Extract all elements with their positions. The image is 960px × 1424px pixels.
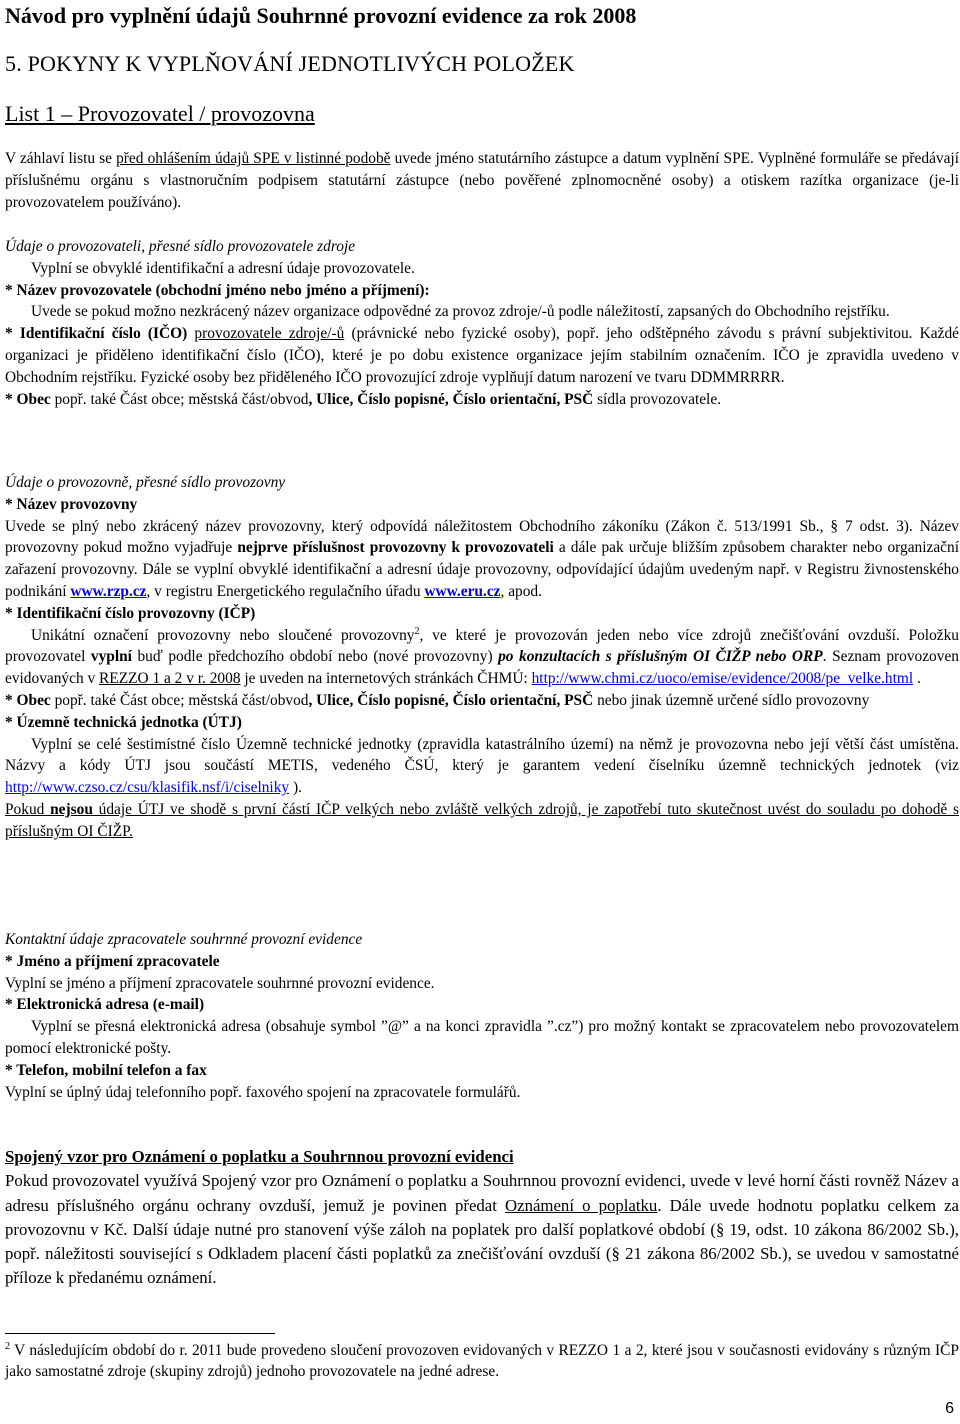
operator-name-label: * Název provozovatele (obchodní jméno nebo jméno a příjmení): (5, 281, 430, 299)
operator-ico-text: (právnické nebo fyzické osoby), popř. jeho odštěpného závodu s právní subjektivitou. Každé organizaci je přiděleno identifikační číslo (IČO), které je po dobu existence organizace jejím stabilním označením. IČO je zpravidla uvedeno v Obchodním rejstříku. Fyzické osoby bez přiděleného IČO provozující zdroje vyplňují datum narození ve tvaru DDMMRRRR. (5, 325, 959, 386)
intro-text-a: V záhlaví listu se (5, 150, 117, 167)
combined-text-1: Pokud provozovatel využívá Spojený vzor pro Oznámení o poplatku a Souhrnnou provozní evidenci, uvede v levé horní části rovněž Název a adresu příslušného orgánu ochrany ovzduší, jemuž je povinen předat (5, 1171, 959, 1215)
page-number: 6 (945, 1400, 954, 1417)
contact-phone-label: * Telefon, mobilní telefon a fax (5, 1061, 207, 1079)
contact-name-label: * Jméno a příjmení zpracovatele (5, 952, 220, 970)
facility-icp-label: * Identifikační číslo provozovny (IČP) (5, 604, 256, 622)
note-text-bold: nejsou (50, 800, 93, 818)
facility-text-4: , apod. (500, 582, 542, 600)
section-heading: 5. POKYNY K VYPLŇOVÁNÍ JEDNOTLIVÝCH POLOŽEK (5, 51, 575, 76)
operator-obec-mid: popř. také Část obce; městská část/obvod (50, 390, 309, 408)
operator-obec-bold: , Ulice, Číslo popisné, Číslo orientační, PSČ (308, 390, 594, 408)
contact-email-label: * Elektronická adresa (e-mail) (5, 996, 205, 1014)
czso-link[interactable]: http://www.czso.cz/csu/klasifik.nsf/i/ciselniky (5, 779, 290, 797)
contact-name-text: Vyplní se jméno a příjmení zpracovatele souhrnné provozní evidence. (5, 974, 435, 992)
combined-text-underlined: Oznámení o poplatku (505, 1195, 658, 1215)
operator-line1: Vyplní se obvyklé identifikační a adresní údaje provozovatele. (31, 259, 415, 277)
icp-text-3: buď podle předchozího období nebo (nové provozovny) (131, 648, 499, 666)
contact-phone-text: Vyplní se úplný údaj telefonního popř. faxového spojení na zpracovatele formulářů. (5, 1083, 521, 1101)
footnote (5, 1340, 959, 1382)
contact-block (5, 929, 959, 1103)
facility-obec-mid: popř. také Část obce; městská část/obvod (50, 691, 309, 709)
footnote-ref: 2 (414, 625, 420, 637)
intro-paragraph (5, 148, 959, 213)
facility-icp-paragraph (5, 625, 959, 690)
icp-text-4: . Seznam provozoven evidovaných v (5, 648, 959, 688)
facility-obec-label: * Obec (5, 691, 51, 709)
icp-text-5: je uveden na internetových stránkách ČHMÚ: (240, 670, 532, 688)
facility-note (5, 799, 959, 843)
footnote-text: V následujícím období do r. 2011 bude provedeno sloučení provozoven evidovaných v REZZO 1 a 2, které jsou v současnosti evidovány s různým IČP jako samostatné zdroje (skupiny zdrojů) jednoho provozovatele na jedné adrese. (5, 1342, 959, 1380)
facility-text-3: , v registru Energetického regulačního úřadu (146, 582, 425, 600)
facility-text-bold: nejprve příslušnost provozovny k provozovateli (237, 539, 554, 557)
footnote-separator (5, 1333, 275, 1334)
intro-text-c: uvede jméno statutárního zástupce a datum vyplnění SPE. Vyplněné formuláře se předávají příslušnému orgánu s vlastnoručním podpisem statutární zástupce (nebo pověřené zplnomocněné osoby) a otiskem razítka organizace (je-li provozovatelem používáno). (5, 150, 959, 211)
icp-underlined: REZZO 1 a 2 v r. 2008 (99, 670, 241, 688)
operator-ico-label: * Identifikační číslo (IČO) (5, 325, 188, 343)
facility-obec-bold: , Ulice, Číslo popisné, Číslo orientační, PSČ (308, 691, 594, 709)
facility-name-label: * Název provozovny (5, 495, 138, 513)
operator-block (5, 236, 959, 410)
facility-block (5, 472, 959, 843)
footnote-paragraph (5, 1340, 959, 1382)
icp-bold-1: vyplní (90, 648, 132, 666)
sheet-heading: List 1 – Provozovatel / provozovna (5, 101, 315, 126)
intro-text-underlined: před ohlášením údajů SPE v listinné podobě (116, 150, 391, 167)
facility-utj-label: * Územně technická jednotka (ÚTJ) (5, 713, 242, 731)
facility-utj-paragraph (5, 734, 959, 799)
icp-text-2: , ve které je provozován jeden nebo více zdrojů znečišťování ovzduší. Položku provozovatel (5, 626, 960, 666)
utj-text-1: Vyplní se celé šestimístné číslo Územně technické jednotky (zpravidla katastrálního území) na němž je provozovna nebo její větší část umístěna. Názvy a kódy ÚTJ jsou součástí METIS, vedeného ČSÚ, který je garantem vedení číselníku územně technických jednotek (viz (5, 735, 959, 775)
icp-bold-italic: po konzultacích s příslušným OI ČIŽP nebo ORP (498, 648, 823, 666)
footnote-number: 2 (5, 1340, 10, 1352)
operator-obec-label: * Obec (5, 390, 51, 408)
chmi-link[interactable]: http://www.chmi.cz/uoco/emise/evidence/2008/pe_velke.html (531, 670, 914, 688)
facility-obec-end: nebo jinak územně určené sídlo provozovny (593, 691, 870, 709)
operator-obec-paragraph (5, 389, 959, 411)
operator-ico-underlined: provozovatele zdroje/-ů (194, 325, 345, 343)
eru-link[interactable]: www.eru.cz (424, 582, 501, 600)
facility-heading: Údaje o provozovně, přesné sídlo provozovny (5, 474, 286, 491)
operator-name-text: Uvede se pokud možno nezkrácený název organizace odpovědné za provoz zdroje/-ů podle náležitostí, zapsaných do Obchodního rejstříku. (31, 303, 890, 321)
facility-name-paragraph (5, 516, 959, 603)
operator-ico-paragraph (5, 323, 959, 388)
note-text-c: údaje ÚTJ ve shodě s první částí IČP velkých nebo zvláště velkých zdrojů, je zapotřebí tuto skutečnost uvést do souladu po dohodě s příslušným OI ČIŽP. (5, 800, 959, 840)
rzp-link[interactable]: www.rzp.cz (70, 582, 147, 600)
note-text-a: Pokud (5, 800, 51, 818)
facility-obec-paragraph (5, 690, 959, 712)
contact-heading: Kontaktní údaje zpracovatele souhrnné provozní evidence (5, 931, 363, 948)
combined-block (5, 1145, 959, 1291)
utj-text-2: ). (289, 779, 302, 797)
facility-text-1: Uvede se plný nebo zkrácený název provozovny, který odpovídá náležitostem Obchodního zákoníku (Zákon č. 513/1991 Sb., § 7 odst. 3). Název provozovny pokud možno vyjadřuje (5, 517, 959, 557)
facility-text-2: a dále pak určuje bližším způsobem charakter nebo organizační zařazení provozovny. Dále se vyplní obvyklé identifikační a adresní údaje provozovny, odpovídající údajům uvedeným např. v Registru živnostenského podnikání (5, 539, 959, 600)
combined-paragraph (5, 1169, 959, 1290)
document-title: Návod pro vyplnění údajů Souhrnné provozní evidence za rok 2008 (5, 3, 637, 28)
operator-obec-end: sídla provozovatele. (593, 390, 722, 408)
combined-heading: Spojený vzor pro Oznámení o poplatku a Souhrnnou provozní evidenci (5, 1147, 514, 1166)
combined-text-2: . Dále uvede hodnotu poplatku celkem za provozovnu v Kč. Další údaje nutné pro stanovení výše záloh na poplatek pro další poplatkové období (§ 19, odst. 10 zákona 86/2002 Sb.), popř. náležitosti související s Odkladem placení části poplatků za znečišťování ovzduší (§ 21 zákona 86/2002 Sb.), se uvedou v samostatné příloze k předanému oznámení. (5, 1195, 960, 1288)
icp-text-6: . (913, 670, 921, 688)
operator-heading: Údaje o provozovateli, přesné sídlo provozovatele zdroje (5, 238, 356, 255)
intro-block (5, 148, 959, 213)
icp-text-1: Unikátní označení provozovny nebo sloučené provozovny (31, 626, 415, 644)
contact-email-text: Vyplní se přesná elektronická adresa (obsahuje symbol ”@” a na konci zpravidla ”.cz”) pro možný kontakt se zpracovatelem nebo provozovatelem pomocí elektronické pošty. (5, 1018, 959, 1057)
